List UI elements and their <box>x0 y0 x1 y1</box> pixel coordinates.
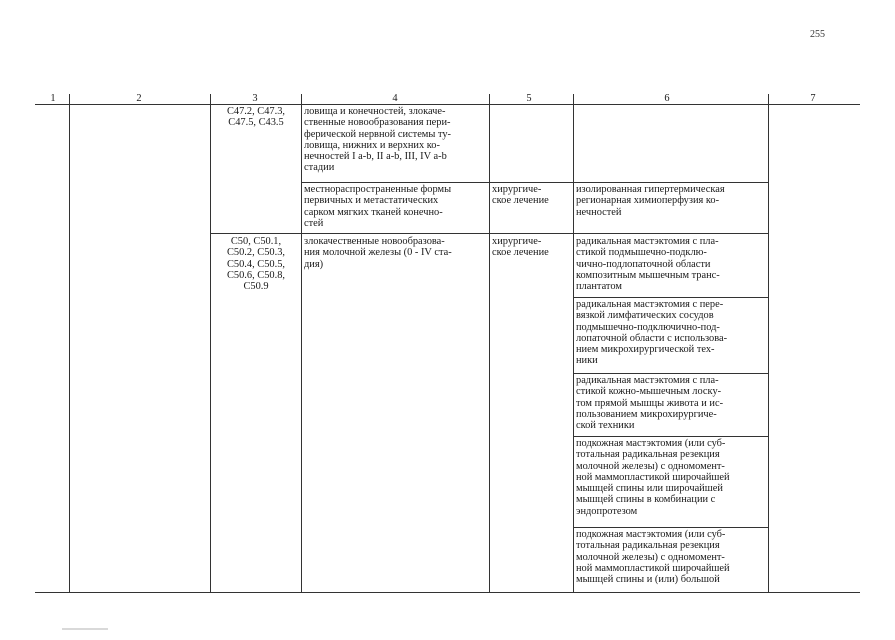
icd-codes-breast: C50, C50.1, C50.2, C50.3, C50.4, C50.5, C50.6, C50.8, C50.9 <box>226 236 286 293</box>
header-col-2: 2 <box>136 93 142 104</box>
method-divider-1 <box>573 297 768 298</box>
column-line-6 <box>768 94 769 593</box>
disease-description-sarcoma: местнораспространенные формы первичных и метастатических сарком мягких тканей конечно- стей <box>304 184 452 229</box>
disease-description-soft-tissue: ловища и конечностей, злокаче- ственные новообразования пери- ферической нервной системы ту- ловища, нижних и верхних ко- нечностей I a-b, II a-b, III, IV a-b стадии <box>304 106 452 174</box>
treatment-method-5: подкожная мастэктомия (или суб- тотальная радикальная резекция молочной железы) с одномомент- ной маммопластикой широчайшей мышцей спины и (или) большой <box>576 529 730 586</box>
icd-codes-soft-tissue: C47.2, C47.3, C47.5, C43.5 <box>226 106 286 129</box>
page-number: 255 <box>810 29 825 40</box>
scan-artifact <box>62 628 108 630</box>
treatment-type-sarcoma: хирургиче- ское лечение <box>492 184 549 207</box>
method-divider-4 <box>573 527 768 528</box>
column-line-5 <box>573 94 574 593</box>
treatment-method-4: подкожная мастэктомия (или суб- тотальная радикальная резекция молочной железы) с одномомент- ной маммопластикой широчайшей мышцей спины или широчайшей мышцей спины в комбинации с эндопротезом <box>576 438 730 517</box>
header-col-6: 6 <box>664 93 670 104</box>
row-divider-1 <box>301 182 768 183</box>
treatment-method-3: радикальная мастэктомия с пла- стикой кожно-мышечным лоску- том прямой мышцы живота и ис- пользованием микрохирургиче- ской техники <box>576 375 724 432</box>
method-divider-3 <box>573 436 768 437</box>
column-line-2 <box>210 94 211 593</box>
table-bottom-line <box>35 592 860 593</box>
method-divider-2 <box>573 373 768 374</box>
header-col-7: 7 <box>810 93 816 104</box>
column-line-3 <box>301 94 302 593</box>
header-col-5: 5 <box>526 93 532 104</box>
treatment-type-breast: хирургиче- ское лечение <box>492 236 549 259</box>
disease-description-breast: злокачественные новообразова- ния молочной железы (0 - IV ста- дия) <box>304 236 452 270</box>
treatment-method-1: радикальная мастэктомия с пла- стикой подмышечно-подклю- чично-подлопаточной области композитным мышечным транс- плантатом <box>576 236 720 293</box>
treatment-method-perfusion: изолированная гипертермическая регионарная химиоперфузия ко- нечностей <box>576 184 725 218</box>
column-line-1 <box>69 94 70 593</box>
header-bottom-line <box>35 104 860 105</box>
header-col-1: 1 <box>50 93 56 104</box>
header-col-4: 4 <box>392 93 398 104</box>
column-line-4 <box>489 94 490 593</box>
treatment-method-2: радикальная мастэктомия с пере- вязкой лимфатических сосудов подмышечно-подключично-под- лопаточной области с использова- нием микрохирургической тех- ники <box>576 299 728 367</box>
header-col-3: 3 <box>252 93 258 104</box>
